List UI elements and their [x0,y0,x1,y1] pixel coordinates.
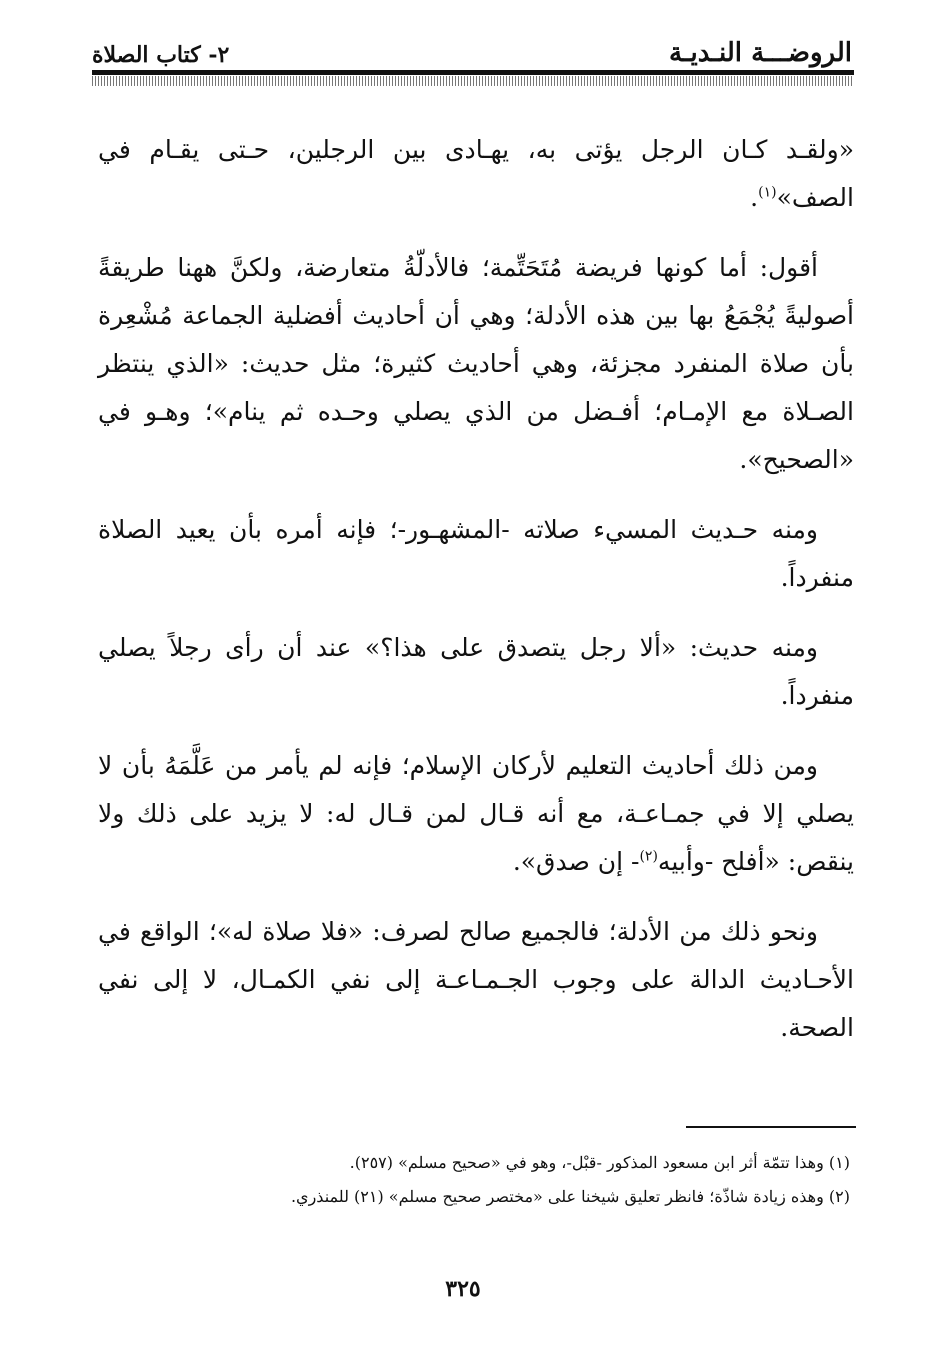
paragraph-1 [98,126,854,222]
paragraph-2 [98,244,854,484]
paragraph-text: ومنه حـديث المسيء صلاته -المشهـور-؛ فإنه أمره بأن يعيد الصلاة منفرداً. [98,515,854,592]
paragraph-4 [98,624,854,720]
header-rule [92,70,854,75]
book-title: الروضـــة النـديـة [668,38,852,68]
paragraph-text: ومن ذلك أحاديث التعليم لأركان الإسلام؛ فإنه لم يأمر من عَلَّمَهُ بأن لا يصلي إلا في جمـاعـة، مع أنه قـال لمن قـال له: لا يزيد على ذلك ولا ينقص: «أفلح -وأبيه [98,751,854,876]
paragraph-text: ونحو ذلك من الأدلة؛ فالجميع صالح لصرف: «فلا صلاة له»؛ الواقع في الأحـاديث الدالة على وجوب الجـمـاعـة إلى نفي الكمـال، لا إلى نفي الصحة. [98,917,854,1042]
chapter-title: ٢- كتاب الصلاة [92,42,230,68]
running-header [92,32,852,68]
paragraph-text: ومنه حديث: «ألا رجل يتصدق على هذا؟» عند أن رأى رجلاً يصلي منفرداً. [98,633,854,710]
footnote-1: (١) وهذا تتمّة أثر ابن مسعود المذكور -قبْل-، وهو في «صحيح مسلم» (٢٥٧). [349,1153,850,1172]
footnote-ref-1: (١) [758,184,777,201]
footnote-separator [686,1126,856,1128]
paragraph-tail: - إن صدق». [512,847,640,876]
paragraph-5 [98,742,854,886]
paragraph-6 [98,908,854,1052]
page-number: ٣٢٥ [445,1276,481,1302]
paragraph-text: أقول: أما كونها فريضة مُتَحَتِّمة؛ فالأدلّةُ متعارضة، ولكنَّ ههنا طريقةً أصوليةً يُجْمَعُ بها بين هذه الأدلة؛ وهي أن أحاديث أفضلية الجماعة مُشْعِرة بأن صلاة المنفرد مجزئة، وهي أحاديث كثيرة؛ مثل حديث: «الذي ينتظر الصـلاة مع الإمـام؛ أفـضل من الذي يصلي وحـده ثم ينام»؛ وهـو في «الصحيح». [98,253,854,474]
header-hatch-rule [92,76,854,86]
paragraph-text: «ولقـد كـان الرجل يؤتى به، يهـادى بين الرجلين، حـتى يقـام في الصف» [98,135,854,212]
body-text [98,126,854,1074]
paragraph-tail: . [750,183,759,212]
footnotes [150,1146,850,1214]
footnote-2: (٢) وهذه زيادة شاذّة؛ فانظر تعليق شيخنا على «مختصر صحيح مسلم» (٢١) للمنذري. [290,1187,850,1206]
footnote-ref-2: (٢) [639,848,658,865]
paragraph-3 [98,506,854,602]
